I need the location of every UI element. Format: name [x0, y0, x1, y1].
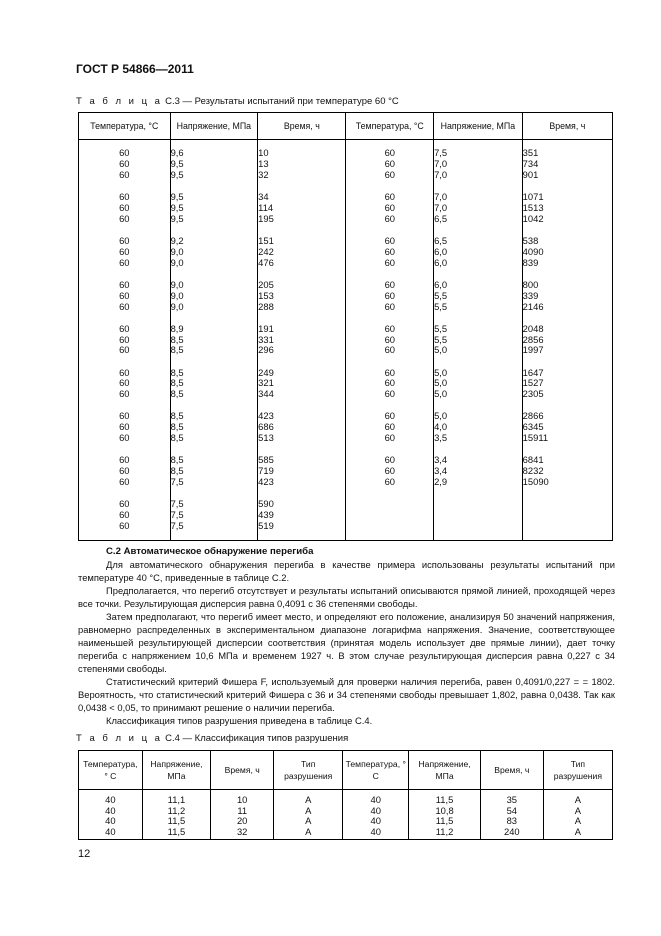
- table-cell: 839: [522, 256, 539, 268]
- table-cell: 60: [384, 476, 395, 488]
- table-cell: 8,5: [170, 454, 184, 466]
- table-cell: 60: [384, 344, 395, 356]
- column-left-stress: [170, 140, 258, 541]
- header-cell: Тип разрушения: [543, 751, 612, 790]
- column-right-stress: [434, 140, 523, 541]
- column-right-time: [522, 140, 612, 541]
- table-cell: 11,5: [167, 825, 186, 837]
- table-cell: 8,5: [170, 432, 184, 444]
- table-cell: 40: [370, 804, 381, 816]
- table-cell: 60: [384, 454, 395, 466]
- table-cell: 288: [258, 300, 274, 312]
- table-cell: 60: [119, 147, 130, 158]
- table-cell: 191: [258, 322, 274, 334]
- table-cell: 7,0: [434, 190, 448, 202]
- table-cell: 60: [119, 366, 130, 378]
- section-body: [78, 558, 615, 727]
- table-cell: 901: [522, 168, 539, 180]
- table-cell: 60: [384, 388, 395, 400]
- table-cell: 60: [119, 344, 130, 356]
- table-cell: 60: [119, 465, 130, 477]
- table-cell: 8,9: [170, 322, 184, 334]
- header-cell: Температура, °С: [79, 113, 171, 140]
- table-cell: 7,5: [170, 520, 184, 532]
- column-left-temperature: [79, 140, 171, 541]
- table-cell: 60: [119, 388, 130, 400]
- table-cell: 9,0: [170, 300, 184, 312]
- table-cell: 5,0: [434, 377, 448, 389]
- table-cell: 7,0: [434, 168, 448, 180]
- header-cell: Время, ч: [211, 751, 274, 790]
- table-cell: 60: [119, 377, 130, 389]
- table-cell: 351: [522, 147, 539, 158]
- table-cell: 114: [258, 201, 274, 213]
- table-cell: 11,2: [167, 804, 186, 816]
- table-cell: 513: [258, 432, 274, 444]
- table-cell: 538: [522, 234, 539, 246]
- table-cell: A: [574, 804, 582, 816]
- table-cell: 1513: [522, 201, 544, 213]
- table-cell: 60: [119, 498, 130, 510]
- table-cell: 734: [522, 157, 539, 169]
- table-cell: 5,0: [434, 388, 448, 400]
- table-cell: 60: [119, 168, 130, 180]
- table-cell: 60: [384, 421, 395, 433]
- table-cell: 2,9: [434, 476, 448, 488]
- column-time: [211, 790, 274, 840]
- table-cell: 15911: [522, 432, 549, 444]
- table-cell: 11,2: [435, 825, 454, 837]
- table-cell: 6,5: [434, 234, 448, 246]
- header-cell: Время, ч: [522, 113, 612, 140]
- table-cell: 2866: [522, 410, 544, 422]
- page-number: 12: [78, 848, 91, 860]
- table-cell: 240: [503, 825, 520, 837]
- table-cell: 60: [384, 278, 395, 290]
- table-cell: 5,5: [434, 300, 448, 312]
- table-cell: 20: [236, 815, 248, 826]
- table-c3: [78, 112, 613, 541]
- paragraph: Затем предполагают, что перегиб имеет место, и определяют его положение, анализируя 50 значений напряжения, равномерно распределенных в экспериментальном диапазоне логарифма напряжения. Значение, соответствующее наименьшей результирующей дисперсии соответствия (принятая модель использует две прямые линии), дает точку перегиба с напряжением 10,6 МПа и временем 1927 ч. В этом случае результирующая дисперсия равна 0,227 с 34 степенями свободы.: [78, 611, 615, 674]
- table-cell: 83: [506, 815, 518, 826]
- table-cell: 60: [119, 322, 130, 334]
- paragraph: Предполагается, что перегиб отсутствует и результаты испытаний описываются прямой линией, проходящей через все точки. Результирующая дисперсия равна 0,4091 с 36 степенями свободы.: [78, 585, 615, 609]
- table-cell: 40: [105, 815, 116, 826]
- table-cell: 8,5: [170, 344, 184, 356]
- table-cell: 60: [384, 432, 395, 444]
- column-failure-type: [274, 790, 343, 840]
- table-cell: 60: [119, 157, 130, 169]
- table-cell: 60: [384, 190, 395, 202]
- column-stress: [142, 790, 211, 840]
- table-cell: 40: [370, 794, 381, 805]
- table-cell: 8,5: [170, 377, 184, 389]
- table-cell: 40: [370, 815, 381, 826]
- table-cell: 60: [119, 289, 130, 301]
- table-cell: 60: [119, 300, 130, 312]
- table-cell: 1997: [522, 344, 544, 356]
- header-cell: Температура, °С: [346, 113, 434, 140]
- table-cell: A: [305, 825, 312, 837]
- column-temperature: [79, 790, 143, 840]
- table-cell: 8232: [522, 465, 544, 477]
- table-cell: 8,5: [170, 421, 184, 433]
- table-cell: 60: [384, 333, 395, 345]
- table-cell: 344: [258, 388, 274, 400]
- table-cell: 60: [384, 322, 395, 334]
- table-cell: 476: [258, 256, 274, 268]
- table-cell: 32: [236, 825, 248, 837]
- table-cell: 339: [522, 289, 539, 301]
- table-cell: 4090: [522, 245, 544, 257]
- table-cell: 5,5: [434, 333, 448, 345]
- table-cell: 60: [384, 201, 395, 213]
- table-cell: 60: [384, 147, 395, 158]
- table-cell: 6345: [522, 421, 544, 433]
- table-cell: 60: [119, 256, 130, 268]
- table-cell: 7,5: [170, 476, 184, 488]
- table-cell: 9,5: [170, 168, 184, 180]
- table-cell: 11,1: [167, 794, 186, 805]
- table-cell: 9,0: [170, 245, 184, 257]
- table-cell: 2856: [522, 333, 544, 345]
- table-cell: 60: [119, 520, 130, 532]
- table-cell: 9,2: [170, 234, 184, 246]
- column-left-time: [258, 140, 346, 541]
- table-cell: 585: [258, 454, 274, 466]
- table-cell: 10: [236, 794, 248, 805]
- table-cell: 60: [119, 410, 130, 422]
- table-cell: 519: [258, 520, 274, 532]
- table-cell: 40: [105, 794, 116, 805]
- table-cell: A: [305, 804, 312, 816]
- table-cell: 60: [119, 476, 130, 488]
- table-cell: 60: [384, 212, 395, 224]
- table-cell: 3,4: [434, 465, 448, 477]
- table-cell: 8,5: [170, 410, 184, 422]
- table-cell: 439: [258, 509, 274, 521]
- table-cell: 9,6: [170, 147, 184, 158]
- table-cell: 54: [506, 804, 518, 816]
- table-cell: 5,0: [434, 410, 448, 422]
- section-title: С.2 Автоматическое обнаружение перегиба: [106, 546, 314, 557]
- table-cell: 60: [119, 333, 130, 345]
- table-cell: 60: [384, 234, 395, 246]
- table-cell: 40: [105, 825, 116, 837]
- table-c4-caption: Т а б л и ц а С.4 — Классификация типов разрушения: [76, 733, 349, 744]
- table-cell: 60: [384, 300, 395, 312]
- table-cell: 60: [384, 465, 395, 477]
- table-cell: 9,0: [170, 278, 184, 290]
- header-cell: Напряжение, МПа: [170, 113, 258, 140]
- table-cell: 242: [258, 245, 274, 257]
- paragraph: Классификация типов разрушения приведена в таблице С.4.: [106, 715, 373, 726]
- table-cell: 40: [105, 804, 116, 816]
- table-cell: 60: [384, 410, 395, 422]
- table-cell: 719: [258, 465, 274, 477]
- table-cell: 331: [258, 333, 274, 345]
- table-cell: 40: [370, 825, 381, 837]
- table-cell: 7,0: [434, 201, 448, 213]
- table-cell: 195: [258, 212, 274, 224]
- table-cell: 60: [384, 168, 395, 180]
- table-cell: 6,0: [434, 245, 448, 257]
- header-cell: Тип разрушения: [274, 751, 343, 790]
- table-cell: 7,0: [434, 157, 448, 169]
- table-cell: 153: [258, 289, 274, 301]
- table-cell: 9,5: [170, 201, 184, 213]
- table-cell: 60: [384, 256, 395, 268]
- table-cell: 60: [384, 377, 395, 389]
- table-cell: 60: [384, 366, 395, 378]
- table-cell: 11,5: [435, 815, 454, 826]
- header-cell: Температура, ° С: [79, 751, 143, 790]
- table-cell: 1042: [522, 212, 544, 224]
- table-cell: 9,5: [170, 157, 184, 169]
- table-cell: 6841: [522, 454, 544, 466]
- table-cell: 6,5: [434, 212, 448, 224]
- table-cell: 9,5: [170, 212, 184, 224]
- header-cell: Напряжение, МПа: [142, 751, 211, 790]
- table-cell: 686: [258, 421, 274, 433]
- table-cell: 11,5: [435, 794, 454, 805]
- header-cell: Напряжение, МПа: [409, 751, 481, 790]
- table-cell: 321: [258, 377, 274, 389]
- table-cell: 32: [258, 168, 269, 180]
- table-cell: 205: [258, 278, 274, 290]
- table-cell: A: [574, 825, 582, 837]
- table-cell: 13: [258, 157, 269, 169]
- table-cell: 11,5: [167, 815, 186, 826]
- table-cell: 423: [258, 476, 274, 488]
- column-right-temperature: [346, 140, 434, 541]
- table-cell: 60: [119, 278, 130, 290]
- table-cell: 10: [258, 147, 269, 158]
- table-cell: 9,5: [170, 190, 184, 202]
- table-cell: 60: [119, 454, 130, 466]
- document-header: ГОСТ Р 54866—2011: [76, 62, 194, 76]
- header-cell: Время, ч: [480, 751, 543, 790]
- table-cell: 9,0: [170, 256, 184, 268]
- table-cell: 3,5: [434, 432, 448, 444]
- table-cell: 11: [237, 804, 248, 816]
- column-failure-type: [543, 790, 612, 840]
- table-cell: 60: [119, 234, 130, 246]
- header-cell: Напряжение, МПа: [434, 113, 523, 140]
- table-cell: 60: [119, 509, 130, 521]
- column-time: [480, 790, 543, 840]
- table-cell: 5,0: [434, 344, 448, 356]
- table-cell: 6,0: [434, 256, 448, 268]
- table-cell: 8,5: [170, 465, 184, 477]
- table-cell: 7,5: [170, 498, 184, 510]
- table-c3-caption: Т а б л и ц а С.3 — Результаты испытаний при температуре 60 °С: [76, 96, 399, 107]
- table-cell: 6,0: [434, 278, 448, 290]
- header-cell: Температура, ° С: [343, 751, 409, 790]
- table-cell: A: [574, 815, 582, 826]
- table-cell: 590: [258, 498, 274, 510]
- table-cell: 34: [258, 190, 269, 202]
- table-cell: 60: [119, 432, 130, 444]
- table-cell: 800: [522, 278, 539, 290]
- table-cell: 1071: [522, 190, 544, 202]
- column-temperature: [343, 790, 409, 840]
- paragraph: Статистический критерий Фишера F, используемый для проверки наличия перегиба, равен 0,4091/0,227 = = 1802. Вероятность, что статистический критерий Фишера с 36 и 34 степенями свободы превышает 1,802, равна 0,0438. Так как 0,0438 < 0,05, то принимают решение о наличии перегиба.: [78, 676, 615, 713]
- table-cell: 10,8: [435, 804, 454, 816]
- table-cell: 5,5: [434, 322, 448, 334]
- column-stress: [409, 790, 481, 840]
- table-cell: 296: [258, 344, 274, 356]
- table-cell: 8,5: [170, 388, 184, 400]
- table-cell: 4,0: [434, 421, 448, 433]
- table-cell: 60: [119, 245, 130, 257]
- table-cell: 2146: [522, 300, 544, 312]
- table-cell: 8,5: [170, 333, 184, 345]
- table-cell: 60: [384, 157, 395, 169]
- table-cell: 2305: [522, 388, 544, 400]
- table-cell: 60: [384, 289, 395, 301]
- table-cell: 7,5: [170, 509, 184, 521]
- table-cell: 249: [258, 366, 274, 378]
- table-cell: A: [305, 815, 312, 826]
- paragraph: Для автоматического обнаружения перегиба в качестве примера использованы результаты испытаний при температуре 40 °С, приведенные в таблице С.2.: [78, 559, 615, 583]
- table-cell: 9,0: [170, 289, 184, 301]
- table-cell: 7,5: [434, 147, 448, 158]
- table-c4: [78, 750, 613, 840]
- table-cell: A: [305, 794, 312, 805]
- table-cell: 15090: [522, 476, 549, 488]
- table-cell: 2048: [522, 322, 544, 334]
- table-cell: A: [574, 794, 582, 805]
- table-cell: 151: [258, 234, 274, 246]
- table-cell: 60: [119, 212, 130, 224]
- table-cell: 3,4: [434, 454, 448, 466]
- table-cell: 60: [119, 201, 130, 213]
- table-cell: 60: [119, 421, 130, 433]
- table-cell: 1527: [522, 377, 544, 389]
- header-cell: Время, ч: [258, 113, 346, 140]
- table-cell: 5,0: [434, 366, 448, 378]
- table-cell: 35: [506, 794, 518, 805]
- table-cell: 60: [384, 245, 395, 257]
- table-cell: 5,5: [434, 289, 448, 301]
- table-cell: 1647: [522, 366, 544, 378]
- table-cell: 8,5: [170, 366, 184, 378]
- table-cell: 60: [119, 190, 130, 202]
- table-cell: 423: [258, 410, 274, 422]
